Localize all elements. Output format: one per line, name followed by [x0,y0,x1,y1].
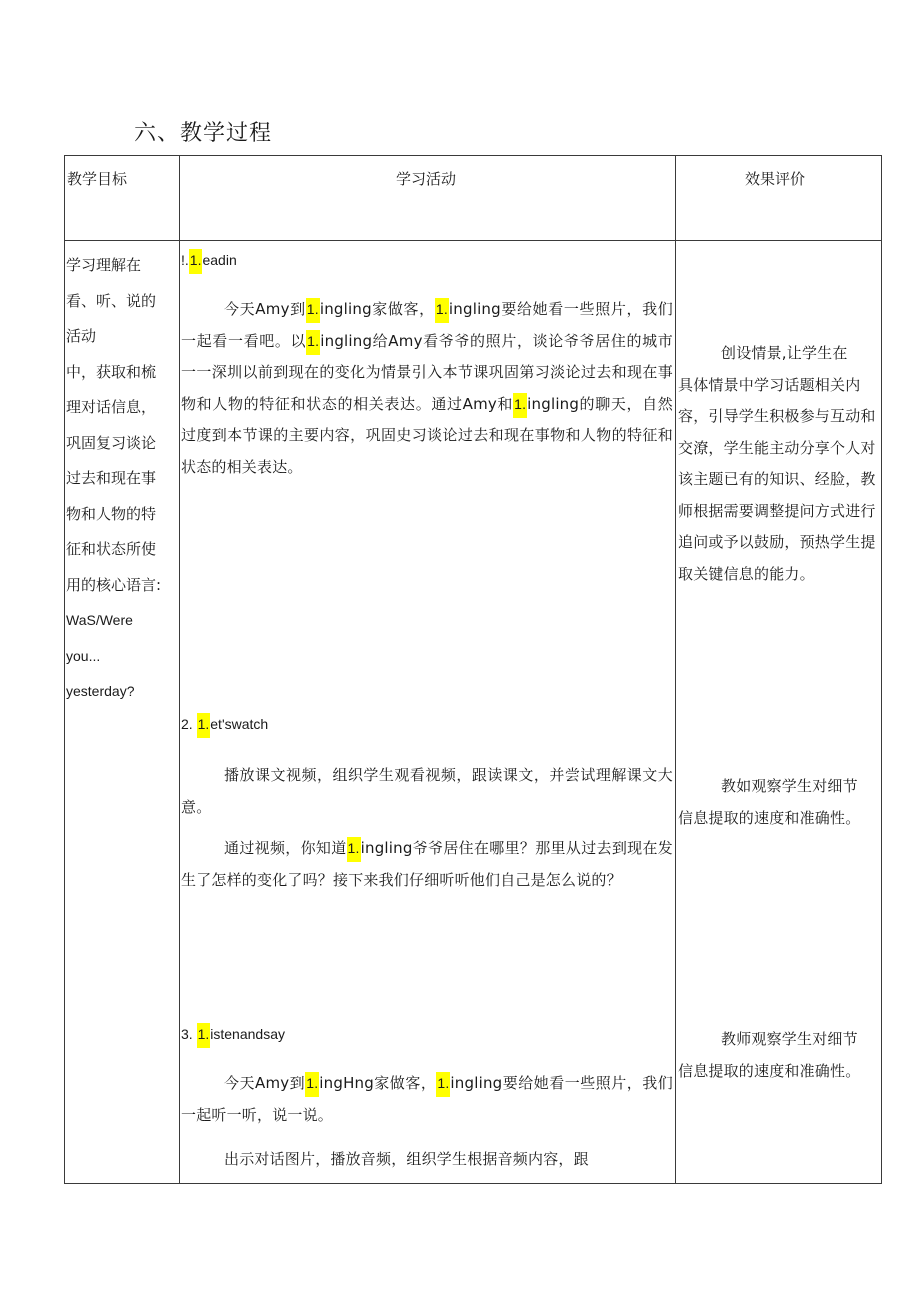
highlight-mark: 1. [189,249,203,274]
goal-line: 活动 [66,327,97,345]
goal-line: 看、听、说的 [66,291,157,310]
evaluation-3-body: 信息提取的速度和准确性。 [678,1061,861,1080]
highlight-mark: 1. [436,1072,450,1097]
evaluation-2-body: 信息提取的速度和准确性。 [678,808,861,827]
activity-2-paragraph-2 [181,833,673,896]
goal-line: 征和状态所使 [66,540,157,558]
text-run: 通过视频，你知道 [224,839,347,857]
text-run: ingling爷爷居住在哪里？那里从过去到现在发生了怎样的变化了吗？接下来我们仔细听听他们自己是怎么说的？ [181,839,673,889]
table-border-right [881,155,882,1184]
activity-3-heading [181,1026,285,1042]
text-run: ingling要给她看一些照片，我们一起看一看吧。以 [181,300,673,350]
highlight-mark: 1. [513,393,527,418]
goal-line: you... [66,647,101,664]
table-border-left [64,155,65,1184]
goal-line: 中，获取和梳 [66,362,157,381]
highlight-mark: 1. [435,298,449,323]
goal-line: 用的核心语言: [66,575,162,594]
evaluation-1-first-line: 创设情景,让学生在 [721,344,848,362]
header-activity: 学习活动 [396,170,457,188]
evaluation-2-first-line: 教如观察学生对细节 [721,777,858,795]
evaluation-3 [678,1024,878,1087]
heading-prefix: !. [181,252,189,268]
heading-text: istenandsay [210,1026,285,1042]
goal-line: yesterday? [66,683,135,699]
text-run: 今天Amy到 [224,1074,306,1092]
heading-text: eadin [202,252,237,268]
evaluation-3-first-line: 教师观察学生对细节 [721,1030,858,1048]
heading-prefix: 3. [181,1026,197,1042]
activity-2-heading [181,716,268,732]
goal-line: 物和人物的特 [66,504,157,523]
text-run: ingling的聊天，自然过度到本节课的主要内容，巩固史习谈论过去和现在事物和人物的特征和状态的相关表达。 [181,394,673,476]
activity-1-paragraph [181,294,673,483]
table-header-divider [64,240,882,241]
goal-line: 过去和现在事 [66,469,157,487]
header-evaluation: 效果评价 [745,170,806,188]
table-border-top [64,155,882,156]
header-goal: 教学目标 [67,170,128,188]
activity-3-paragraph-2: 出示对话图片，播放音频，组织学生根据音频内容，跟 [224,1150,589,1168]
text-run: ingHng家做客， [319,1074,437,1092]
section-title: 六、教学过程 [134,121,273,146]
highlight-mark: 1. [306,330,320,355]
text-run: ingling家做客， [319,300,435,318]
highlight-mark: 1. [305,1072,319,1097]
text-run: ingling给Amy看爷爷的照片，谈论爷爷居住的城市一一深圳以前到现在的变化为情景引入本节课巩固第习淡论过去和现在事物和人物的特征和状态的相关表达。通过Amy和 [181,331,673,413]
activity-2-paragraph-1: 播放课文视频，组织学生观看视频，跟读课文，并尝试理解课文大意。 [181,766,673,816]
goal-line: WaS/Were [66,612,133,628]
goal-line: 巩固复习谈论 [66,433,157,452]
highlight-mark: 1. [306,298,320,323]
goal-line: 学习理解在 [66,256,142,274]
activity-1-heading [181,252,237,268]
table-col-divider-1 [179,155,180,1184]
highlight-mark: 1. [197,713,211,738]
goal-line: 理对话信息， [66,398,157,416]
text-run: ingling要给她看一些照片，我们一起听一听，说一说。 [181,1074,673,1124]
highlight-mark: 1. [347,837,361,862]
evaluation-1-body: 具体情景中学习话题相关内容，引导学生积极参与互动和交潦，学生能主动分享个人对该主题已有的知识、经脸，教师根据需要调整提问方式进行追问或予以鼓励，预热学生提取关键信息的能力。 [678,375,876,583]
highlight-mark: 1. [197,1023,211,1048]
heading-prefix: 2. [181,716,197,732]
table-col-divider-2 [675,155,676,1184]
evaluation-2 [678,771,878,834]
activity-3-paragraph-1 [181,1068,673,1131]
table-border-bottom [64,1183,882,1184]
evaluation-1 [678,338,878,590]
goal-text [66,248,178,710]
text-run: 今天Amy到 [224,300,306,318]
heading-text: et'swatch [210,716,269,732]
